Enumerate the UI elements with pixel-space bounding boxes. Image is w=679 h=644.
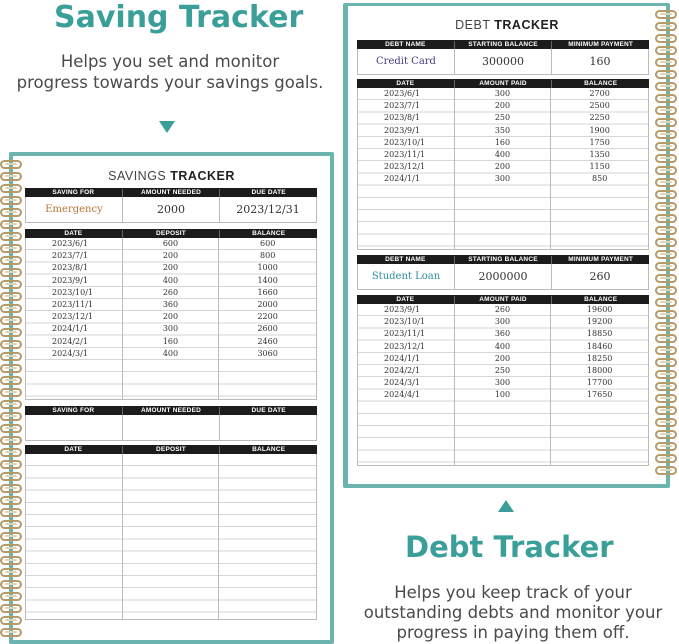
- spiral-ring: [655, 46, 677, 55]
- starting-balance-value[interactable]: 2000000: [455, 264, 552, 289]
- header-deposit: DEPOSIT: [123, 446, 221, 454]
- table-cell[interactable]: 160: [162, 336, 179, 346]
- date-column: [26, 454, 123, 619]
- spiral-ring: [655, 142, 677, 151]
- table-cell[interactable]: 2023/11/1: [384, 329, 426, 339]
- payment-log-table-1[interactable]: [357, 88, 649, 250]
- spiral-ring: [0, 220, 22, 229]
- table-cell[interactable]: 2023/9/1: [384, 305, 420, 314]
- table-cell[interactable]: 160: [494, 137, 511, 147]
- spiral-ring: [0, 556, 22, 565]
- spiral-ring: [655, 250, 677, 259]
- spiral-ring: [655, 82, 677, 91]
- debt-notebook: [343, 3, 670, 488]
- header-debt-name: DEBT NAME: [357, 41, 455, 49]
- spiral-ring: [655, 298, 677, 307]
- spiral-ring: [655, 262, 677, 271]
- table-cell[interactable]: 1350: [589, 149, 610, 159]
- spiral-ring: [0, 352, 22, 361]
- table-cell[interactable]: 600: [260, 239, 276, 248]
- table-cell[interactable]: 400: [162, 275, 179, 285]
- spiral-ring: [0, 244, 22, 253]
- spiral-ring: [655, 358, 677, 367]
- spiral-ring: [655, 382, 677, 391]
- title-light: DEBT: [455, 18, 491, 32]
- spiral-ring: [655, 274, 677, 283]
- spiral-ring: [655, 466, 677, 475]
- description-line: Helps you set and monitor: [60, 52, 280, 71]
- table-cell[interactable]: 1750: [589, 137, 610, 147]
- table-cell[interactable]: 18250: [586, 353, 613, 363]
- spiral-ring: [0, 160, 22, 169]
- spiral-ring: [655, 214, 677, 223]
- spiral-ring: [0, 208, 22, 217]
- header-minimum-payment: MINIMUM PAYMENT: [568, 40, 634, 48]
- spiral-ring: [0, 388, 22, 397]
- spiral-ring: [0, 592, 22, 601]
- table-cell[interactable]: 2023/9/1: [384, 125, 420, 135]
- description-line: Helps you keep track of your: [394, 583, 632, 602]
- spiral-ring: [655, 94, 677, 103]
- table-cell[interactable]: 2023/12/1: [384, 162, 426, 172]
- starting-balance-value[interactable]: 300000: [455, 49, 552, 74]
- table-cell[interactable]: 2000: [257, 299, 278, 309]
- date-column: [358, 88, 455, 249]
- table-cell[interactable]: 2023/9/1: [52, 275, 88, 285]
- table-cell[interactable]: 2023/10/1: [384, 137, 426, 147]
- spiral-ring: [655, 310, 677, 319]
- table-cell[interactable]: 2024/2/1: [384, 365, 420, 375]
- debt-spiral-binding: [655, 10, 677, 480]
- table-cell[interactable]: 360: [494, 329, 511, 339]
- table-cell[interactable]: 2023/7/1: [384, 101, 420, 111]
- table-cell[interactable]: 2024/3/1: [384, 378, 420, 388]
- table-cell[interactable]: 200: [162, 251, 179, 261]
- table-cell[interactable]: 1900: [589, 125, 610, 135]
- spiral-ring: [0, 460, 22, 469]
- deposit-log-table-2[interactable]: [25, 454, 317, 620]
- header-amount-paid: AMOUNT PAID: [455, 80, 553, 88]
- spiral-ring: [655, 442, 677, 451]
- spiral-ring: [0, 268, 22, 277]
- table-cell[interactable]: 400: [494, 341, 511, 351]
- table-cell[interactable]: 2500: [589, 101, 610, 111]
- table-cell[interactable]: 2700: [589, 89, 610, 98]
- header-balance: BALANCE: [252, 229, 286, 237]
- header-amount-paid: AMOUNT PAID: [455, 296, 553, 304]
- due-date-value[interactable]: 2023/12/31: [236, 203, 300, 216]
- spiral-ring: [655, 22, 677, 31]
- table-cell[interactable]: 200: [494, 353, 511, 363]
- debt-tracker-description: [348, 583, 678, 643]
- balance-column: [219, 454, 316, 619]
- date-column: [358, 304, 455, 465]
- payment-log-header-2: [357, 295, 649, 304]
- spiral-ring: [0, 484, 22, 493]
- spiral-ring: [655, 166, 677, 175]
- table-cell[interactable]: 2023/6/1: [52, 239, 88, 248]
- minimum-payment-value[interactable]: 260: [589, 270, 611, 283]
- table-cell[interactable]: 2024/1/1: [384, 353, 420, 363]
- table-cell[interactable]: 260: [494, 305, 511, 314]
- up-triangle-icon: [498, 500, 514, 512]
- table-cell[interactable]: 18460: [586, 341, 613, 351]
- table-cell[interactable]: 2460: [257, 336, 278, 346]
- table-cell[interactable]: 250: [494, 365, 511, 375]
- table-cell[interactable]: 600: [162, 239, 179, 248]
- table-cell[interactable]: 400: [162, 348, 179, 358]
- debt2-header: [357, 255, 649, 264]
- date-column: [26, 238, 123, 399]
- saving-tracker-headline: Saving Tracker: [54, 0, 304, 35]
- table-cell[interactable]: 2024/2/1: [52, 336, 88, 346]
- description-line: outstanding debts and monitor your: [363, 603, 663, 622]
- saving-for-value[interactable]: Emergency: [26, 197, 123, 222]
- table-cell[interactable]: 300: [494, 317, 511, 327]
- down-triangle-icon: [159, 121, 175, 133]
- debt2-entry[interactable]: [357, 264, 649, 290]
- spiral-ring: [655, 286, 677, 295]
- header-saving-for: SAVING FOR: [25, 407, 123, 415]
- spiral-ring: [0, 412, 22, 421]
- goal-header: [25, 188, 317, 197]
- spiral-ring: [655, 238, 677, 247]
- table-cell[interactable]: 18000: [586, 365, 613, 375]
- spiral-ring: [0, 628, 22, 637]
- header-balance: BALANCE: [584, 79, 618, 87]
- spiral-ring: [0, 508, 22, 517]
- spiral-ring: [655, 454, 677, 463]
- balance-column: [551, 304, 648, 465]
- table-cell[interactable]: 2023/6/1: [384, 89, 420, 98]
- table-cell[interactable]: 2023/11/1: [52, 299, 94, 309]
- savings-notebook: [9, 152, 334, 644]
- title-light: SAVINGS: [108, 169, 167, 183]
- spiral-ring: [655, 34, 677, 43]
- spiral-ring: [655, 370, 677, 379]
- table-cell[interactable]: 200: [162, 312, 179, 322]
- spiral-ring: [0, 448, 22, 457]
- header-starting-balance: STARTING BALANCE: [455, 256, 553, 264]
- spiral-ring: [655, 70, 677, 79]
- header-amount-needed: AMOUNT NEEDED: [123, 189, 221, 197]
- debt-tracker-headline: Debt Tracker: [405, 530, 614, 564]
- table-cell[interactable]: 2023/12/1: [52, 312, 94, 322]
- amount-needed-field[interactable]: [123, 415, 220, 440]
- spiral-ring: [0, 568, 22, 577]
- spiral-ring: [655, 346, 677, 355]
- header-due-date: DUE DATE: [251, 406, 286, 414]
- spiral-ring: [0, 616, 22, 625]
- header-date: DATE: [357, 296, 455, 304]
- table-cell[interactable]: 1400: [257, 275, 278, 285]
- spiral-ring: [0, 172, 22, 181]
- table-cell[interactable]: 200: [494, 101, 511, 111]
- spiral-ring: [655, 130, 677, 139]
- table-cell[interactable]: 2023/12/1: [384, 341, 426, 351]
- table-cell[interactable]: 2200: [257, 312, 278, 322]
- table-cell[interactable]: 19200: [586, 317, 613, 327]
- table-cell[interactable]: 850: [592, 174, 608, 184]
- spiral-ring: [655, 226, 677, 235]
- debt-page: [348, 6, 666, 484]
- table-cell[interactable]: 2023/10/1: [52, 287, 94, 297]
- spiral-ring: [0, 604, 22, 613]
- spiral-ring: [0, 544, 22, 553]
- amount-paid-column: [455, 304, 552, 465]
- header-deposit: DEPOSIT: [123, 230, 221, 238]
- deposit-log-header: [25, 229, 317, 238]
- deposit-log-table[interactable]: [25, 238, 317, 400]
- table-cell[interactable]: 300: [494, 89, 511, 98]
- spiral-ring: [0, 376, 22, 385]
- header-balance: BALANCE: [584, 295, 618, 303]
- spiral-ring: [0, 496, 22, 505]
- header-amount-needed: AMOUNT NEEDED: [123, 407, 221, 415]
- spiral-ring: [655, 334, 677, 343]
- page-title: [13, 169, 330, 183]
- table-cell[interactable]: 350: [494, 125, 511, 135]
- spiral-ring: [0, 232, 22, 241]
- deposit-column: [123, 454, 220, 619]
- table-cell[interactable]: 2023/8/1: [384, 113, 420, 123]
- payment-log-table-2[interactable]: [357, 304, 649, 466]
- deposit-log-header-2: [25, 445, 317, 454]
- spiral-ring: [655, 430, 677, 439]
- table-cell[interactable]: 17650: [586, 390, 613, 400]
- spiral-ring: [655, 394, 677, 403]
- spiral-ring: [0, 436, 22, 445]
- spiral-ring: [655, 202, 677, 211]
- table-cell[interactable]: 1000: [257, 263, 278, 273]
- table-cell[interactable]: 18850: [586, 329, 613, 339]
- balance-column: [551, 88, 648, 249]
- table-cell[interactable]: 2023/10/1: [384, 317, 426, 327]
- table-cell[interactable]: 3060: [257, 348, 278, 358]
- spiral-ring: [0, 280, 22, 289]
- spiral-ring: [0, 400, 22, 409]
- table-cell[interactable]: 300: [494, 378, 511, 388]
- debt1-entry[interactable]: [357, 49, 649, 75]
- balance-column: [219, 238, 316, 399]
- spiral-ring: [655, 406, 677, 415]
- page-title: [348, 18, 666, 32]
- table-cell[interactable]: 2250: [589, 113, 610, 123]
- table-cell[interactable]: 800: [260, 251, 276, 261]
- spiral-ring: [655, 58, 677, 67]
- goal-header-2: [25, 406, 317, 415]
- spiral-ring: [0, 340, 22, 349]
- savings-spiral-binding: [0, 160, 22, 644]
- table-cell[interactable]: 200: [494, 162, 511, 172]
- spiral-ring: [0, 424, 22, 433]
- table-cell[interactable]: 200: [162, 263, 179, 273]
- header-due-date: DUE DATE: [251, 188, 286, 196]
- spiral-ring: [655, 178, 677, 187]
- amount-paid-column: [455, 88, 552, 249]
- table-cell[interactable]: 300: [162, 324, 179, 334]
- spiral-ring: [655, 418, 677, 427]
- saving-for-field[interactable]: [26, 415, 123, 440]
- header-date: DATE: [25, 446, 123, 454]
- deposit-column: [123, 238, 220, 399]
- spiral-ring: [0, 532, 22, 541]
- header-balance: BALANCE: [252, 445, 286, 453]
- payment-log-header-1: [357, 79, 649, 88]
- debt-name-value[interactable]: Student Loan: [358, 264, 455, 289]
- table-cell[interactable]: 2024/1/1: [384, 174, 420, 184]
- goal-entry[interactable]: [25, 197, 317, 223]
- goal-entry-2[interactable]: [25, 415, 317, 441]
- spiral-ring: [0, 580, 22, 589]
- header-date: DATE: [25, 230, 123, 238]
- table-cell[interactable]: 260: [162, 287, 179, 297]
- table-cell[interactable]: 2024/3/1: [52, 348, 88, 358]
- spiral-ring: [0, 472, 22, 481]
- table-cell[interactable]: 2023/11/1: [384, 149, 426, 159]
- spiral-ring: [0, 304, 22, 313]
- debt-name-value[interactable]: Credit Card: [358, 49, 455, 74]
- header-starting-balance: STARTING BALANCE: [455, 41, 553, 49]
- spiral-ring: [0, 292, 22, 301]
- table-cell[interactable]: 2023/7/1: [52, 251, 88, 261]
- table-cell[interactable]: 250: [494, 113, 511, 123]
- due-date-field[interactable]: [220, 415, 316, 440]
- spiral-ring: [0, 184, 22, 193]
- table-cell[interactable]: 2024/1/1: [52, 324, 88, 334]
- table-cell[interactable]: 2023/8/1: [52, 263, 88, 273]
- description-line: progress towards your savings goals.: [16, 73, 324, 92]
- header-date: DATE: [357, 80, 455, 88]
- table-cell[interactable]: 400: [494, 149, 511, 159]
- table-cell[interactable]: 1660: [257, 287, 278, 297]
- spiral-ring: [655, 118, 677, 127]
- debt1-header: [357, 40, 649, 49]
- spiral-ring: [0, 196, 22, 205]
- spiral-ring: [0, 364, 22, 373]
- spiral-ring: [0, 328, 22, 337]
- table-cell[interactable]: 100: [494, 390, 511, 400]
- spiral-ring: [655, 106, 677, 115]
- title-bold: TRACKER: [494, 18, 559, 32]
- table-cell[interactable]: 1150: [589, 162, 610, 172]
- table-cell[interactable]: 17700: [586, 378, 613, 388]
- header-debt-name: DEBT NAME: [357, 256, 455, 264]
- minimum-payment-value[interactable]: 160: [589, 55, 611, 68]
- header-saving-for: SAVING FOR: [25, 189, 123, 197]
- spiral-ring: [0, 256, 22, 265]
- table-cell[interactable]: 19600: [586, 305, 613, 314]
- savings-page: [13, 156, 330, 640]
- spiral-ring: [0, 520, 22, 529]
- header-minimum-payment: MINIMUM PAYMENT: [568, 255, 634, 263]
- spiral-ring: [655, 190, 677, 199]
- spiral-ring: [655, 10, 677, 19]
- amount-needed-value[interactable]: 2000: [123, 197, 220, 222]
- saving-tracker-description: [0, 51, 340, 93]
- spiral-ring: [655, 322, 677, 331]
- description-line: progress in paying them off.: [396, 623, 630, 642]
- table-cell[interactable]: 2600: [257, 324, 278, 334]
- table-cell[interactable]: 360: [162, 299, 179, 309]
- table-cell[interactable]: 2024/4/1: [384, 390, 420, 400]
- spiral-ring: [655, 154, 677, 163]
- table-cell[interactable]: 300: [494, 174, 511, 184]
- spiral-ring: [0, 316, 22, 325]
- title-bold: TRACKER: [170, 169, 235, 183]
